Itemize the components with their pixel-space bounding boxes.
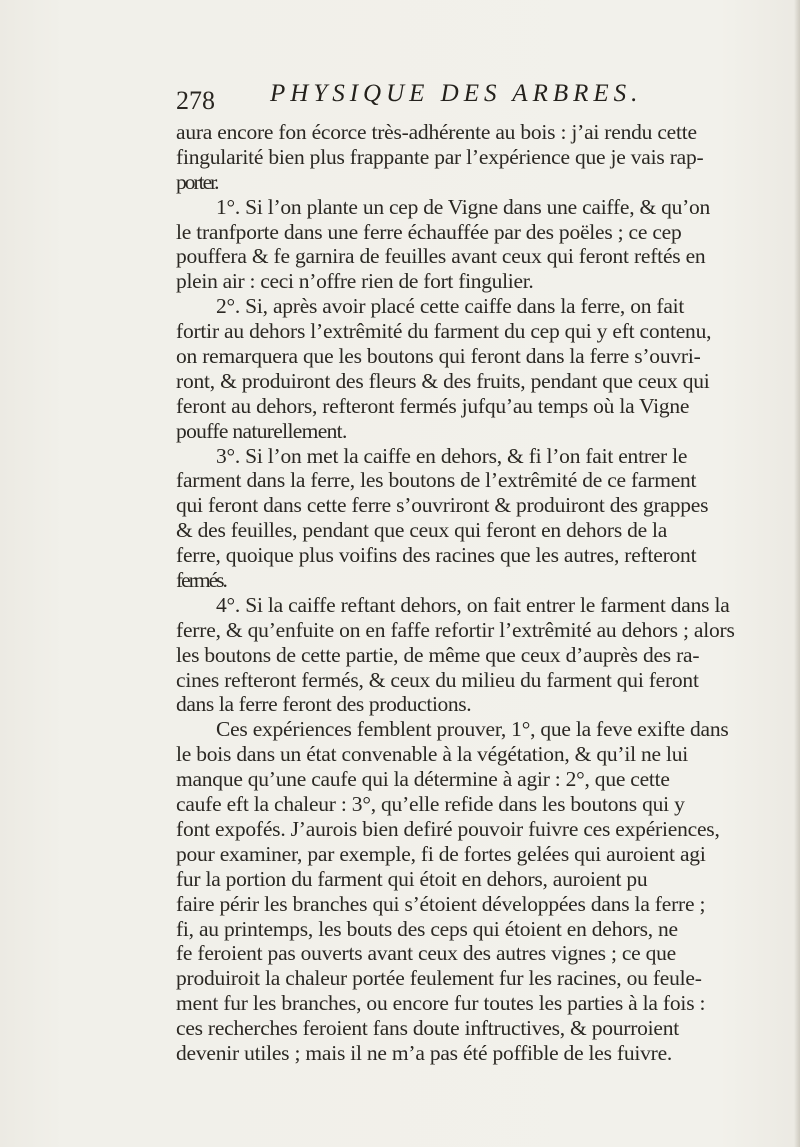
text-line: qui feront dans cette ferre s’ouvriront & produiront des grappes [176, 493, 709, 518]
text-line: le bois dans un état convenable à la végétation, & qu’il ne lui [176, 742, 689, 767]
text-line: 1°. Si l’on plante un cep de Vigne dans une caiffe, & qu’on [216, 194, 711, 219]
text-line: 3°. Si l’on met la caiffe en dehors, & fi l’on fait entrer le [216, 443, 688, 468]
text-line: faire périr les branches qui s’étoient développées dans la ferre ; [176, 891, 706, 916]
text-line: fortir au dehors l’extrêmité du farment du cep qui y eft contenu, [176, 319, 712, 344]
text-line: font expofés. J’aurois bien defiré pouvoir fuivre ces expériences, [176, 816, 720, 841]
text-line: 4°. Si la caiffe reftant dehors, on fait entrer le farment dans la [216, 592, 730, 617]
text-line: dans la ferre feront des productions. [176, 692, 472, 717]
text-line: ront, & produiront des fleurs & des fruits, pendant que ceux qui [176, 368, 710, 393]
text-line: le tranfporte dans une ferre échauffée par des poëles ; ce cep [176, 219, 682, 244]
text-line: feront au dehors, refteront fermés jufqu’au temps où la Vigne [176, 393, 690, 418]
text-line: pour examiner, par exemple, fi de fortes gelées qui auroient agi [176, 841, 706, 866]
text-line: cines refteront fermés, & ceux du milieu du farment qui feront [176, 667, 699, 692]
text-line: ferre, quoique plus voifins des racines que les autres, refteront [176, 543, 697, 568]
text-line: aura encore fon écorce très-adhérente au bois : j’ai rendu cette [176, 120, 697, 144]
text-line: Ces expériences femblent prouver, 1°, que la feve exifte dans [216, 717, 729, 742]
text-line: pouffe naturellement. [176, 418, 347, 443]
text-line: fermés. [176, 568, 226, 593]
text-line: 2°. Si, après avoir placé cette caiffe dans la ferre, on fait [216, 294, 685, 319]
page-number: 278 [176, 86, 215, 115]
text-line: & des feuilles, pendant que ceux qui feront en dehors de la [176, 518, 668, 543]
text-line: on remarquera que les boutons qui feront dans la ferre s’ouvri- [176, 344, 701, 369]
text-line: produiroit la chaleur portée feulement fur les racines, ou feule- [176, 966, 702, 991]
body-text [176, 120, 800, 1066]
text-line: manque qu’une caufe qui la détermine à agir : 2°, que cette [176, 767, 670, 792]
text-line: ment fur les branches, ou encore fur toutes les parties à la fois : [176, 991, 706, 1016]
text-line: fe feroient pas ouverts avant ceux des autres vignes ; ce que [176, 941, 676, 966]
text-line: ces recherches feroient fans doute inftructives, & pourroient [176, 1016, 679, 1041]
text-line: porter. [176, 169, 218, 194]
text-line: devenir utiles ; mais il ne m’a pas été poffible de les fuivre. [176, 1040, 673, 1065]
text-line: caufe eft la chaleur : 3°, qu’elle refide dans les boutons qui y [176, 792, 685, 817]
text-line: plein air : ceci n’offre rien de fort fingulier. [176, 269, 534, 294]
text-line: farment dans la ferre, les boutons de l’extrêmité de ce farment [176, 468, 697, 493]
text-line: fi, au printemps, les bouts des ceps qui étoient en dehors, ne [176, 916, 678, 941]
text-line: ferre, & qu’enfuite on en faffe refortir l’extrêmité au dehors ; alors [176, 617, 735, 642]
text-line: les boutons de cette partie, de même que ceux d’auprès des ra- [176, 642, 700, 667]
text-line: fur la portion du farment qui étoit en dehors, auroient pu [176, 866, 648, 891]
text-line: pouffera & fe garnira de feuilles avant ceux qui feront reftés en [176, 244, 706, 269]
running-title: PHYSIQUE DES ARBRES. [270, 80, 643, 107]
text-line: fingularité bien plus frappante par l’expérience que je vais rap- [176, 144, 704, 169]
